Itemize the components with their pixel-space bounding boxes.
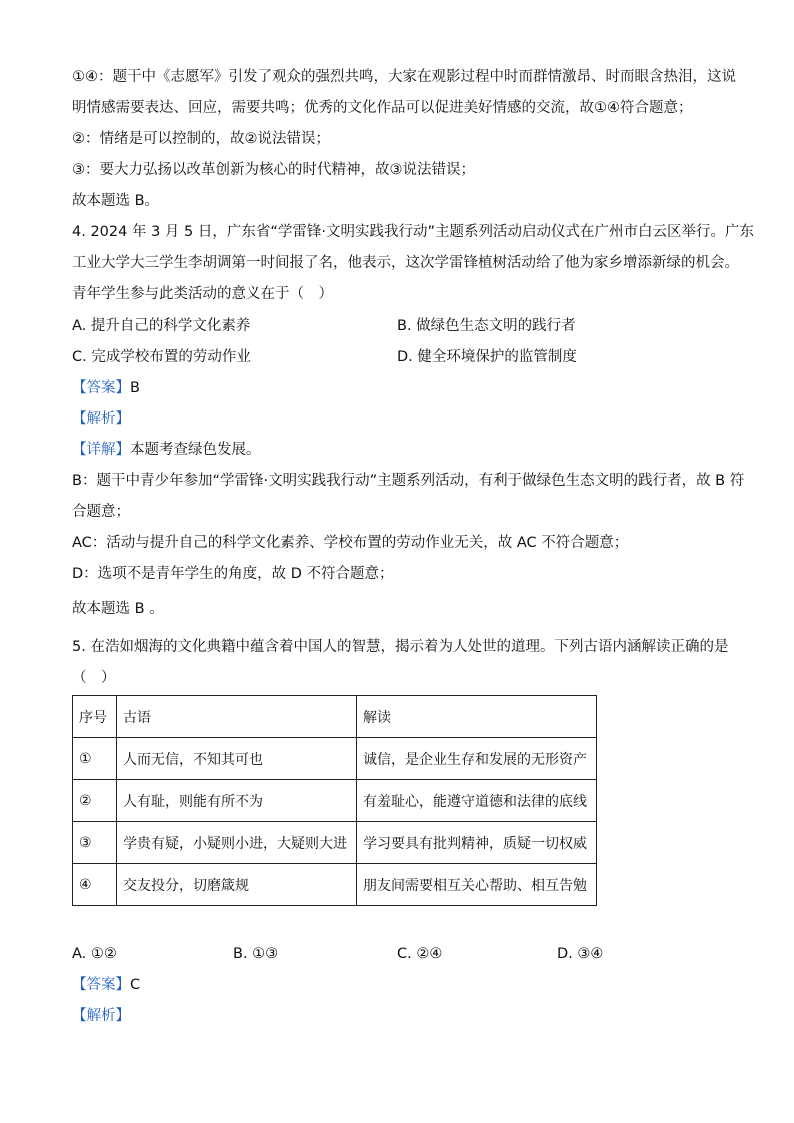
answer-value: B	[130, 380, 140, 396]
q5-option-c: C. ②④	[397, 946, 443, 962]
analysis-tag: 【解析】	[72, 411, 130, 427]
question-5-stem: 5. 在浩如烟海的文化典籍中蕴含着中国人的智慧，揭示着为人处世的道理。下列古语内涵解读正确的是	[72, 639, 729, 655]
table-cell: ③	[73, 822, 117, 864]
table-cell: 有羞耻心，能遵守道德和法律的底线	[357, 780, 597, 822]
q4-option-d: D. 健全环境保护的监管制度	[397, 349, 577, 365]
explanation-line: B：题干中青少年参加“学雷锋·文明实践我行动”主题系列活动，有利于做绿色生态文明的践行者，故 B 符	[72, 473, 745, 489]
table-cell: 人而无信，不知其可也	[117, 738, 357, 780]
conclusion-line: 故本题选 B 。	[72, 601, 164, 617]
table-cell: 朋友间需要相互关心帮助、相互告勉	[357, 864, 597, 906]
table-row	[73, 822, 597, 864]
explanation-line: ①④：题干中《志愿军》引发了观众的强烈共鸣，大家在观影过程中时而群情激昂、时而眼含热泪，这说	[72, 69, 736, 85]
q5-option-a: A. ①②	[72, 946, 117, 962]
table-cell: 人有耻，则能有所不为	[117, 780, 357, 822]
table-cell: ②	[73, 780, 117, 822]
table-cell: 学贵有疑，小疑则小进，大疑则大进	[117, 822, 357, 864]
detail-line	[72, 440, 261, 460]
explanation-line: 明情感需要表达、回应，需要共鸣；优秀的文化作品可以促进美好情感的交流，故①④符合题意；	[72, 100, 693, 116]
question-5-stem: （ ）	[72, 670, 116, 686]
q5-option-d: D. ③④	[557, 946, 604, 962]
q4-option-b: B. 做绿色生态文明的践行者	[397, 318, 576, 334]
ancient-sayings-table	[72, 695, 597, 906]
conclusion-line: 故本题选 B。	[72, 193, 160, 209]
q5-answer	[72, 975, 140, 995]
table-cell: 学习要具有批判精神，质疑一切权威	[357, 822, 597, 864]
table-row	[73, 780, 597, 822]
q4-option-a: A. 提升自己的科学文化素养	[72, 318, 251, 334]
detail-text: 本题考查绿色发展。	[130, 442, 261, 458]
table-header-cell: 解读	[357, 696, 597, 738]
table-header-cell: 古语	[117, 696, 357, 738]
table-row	[73, 738, 597, 780]
analysis-tag: 【解析】	[72, 1008, 130, 1024]
table-row	[73, 864, 597, 906]
explanation-line: 合题意；	[72, 504, 130, 520]
table-header-row	[73, 696, 597, 738]
question-4-stem: 青年学生参与此类活动的意义在于（ ）	[72, 286, 333, 302]
q4-answer	[72, 378, 140, 398]
answer-tag: 【答案】	[72, 977, 130, 993]
table-header-cell: 序号	[73, 696, 117, 738]
table-cell: ④	[73, 864, 117, 906]
explanation-line: D：选项不是青年学生的角度，故 D 不符合题意；	[72, 566, 394, 582]
explanation-line: ③：要大力弘扬以改革创新为核心的时代精神，故③说法错误；	[72, 162, 475, 178]
question-4-stem: 4. 2024 年 3 月 5 日，广东省“学雷锋·文明实践我行动”主题系列活动启动仪式在广州市白云区举行。广东	[72, 224, 754, 240]
answer-tag: 【答案】	[72, 380, 130, 396]
answer-value: C	[130, 977, 141, 993]
question-4-stem: 工业大学大三学生李胡调第一时间报了名，他表示，这次学雷锋植树活动给了他为家乡增添新绿的机会。	[72, 255, 739, 271]
table-cell: 交友投分，切磨箴规	[117, 864, 357, 906]
explanation-line: AC：活动与提升自己的科学文化素养、学校布置的劳动作业无关，故 AC 不符合题意；	[72, 535, 629, 551]
detail-tag: 【详解】	[72, 442, 130, 458]
table-cell: ①	[73, 738, 117, 780]
q4-option-c: C. 完成学校布置的劳动作业	[72, 349, 251, 365]
explanation-line: ②：情绪是可以控制的，故②说法错误；	[72, 131, 330, 147]
q5-option-b: B. ①③	[233, 946, 279, 962]
table-cell: 诚信，是企业生存和发展的无形资产	[357, 738, 597, 780]
